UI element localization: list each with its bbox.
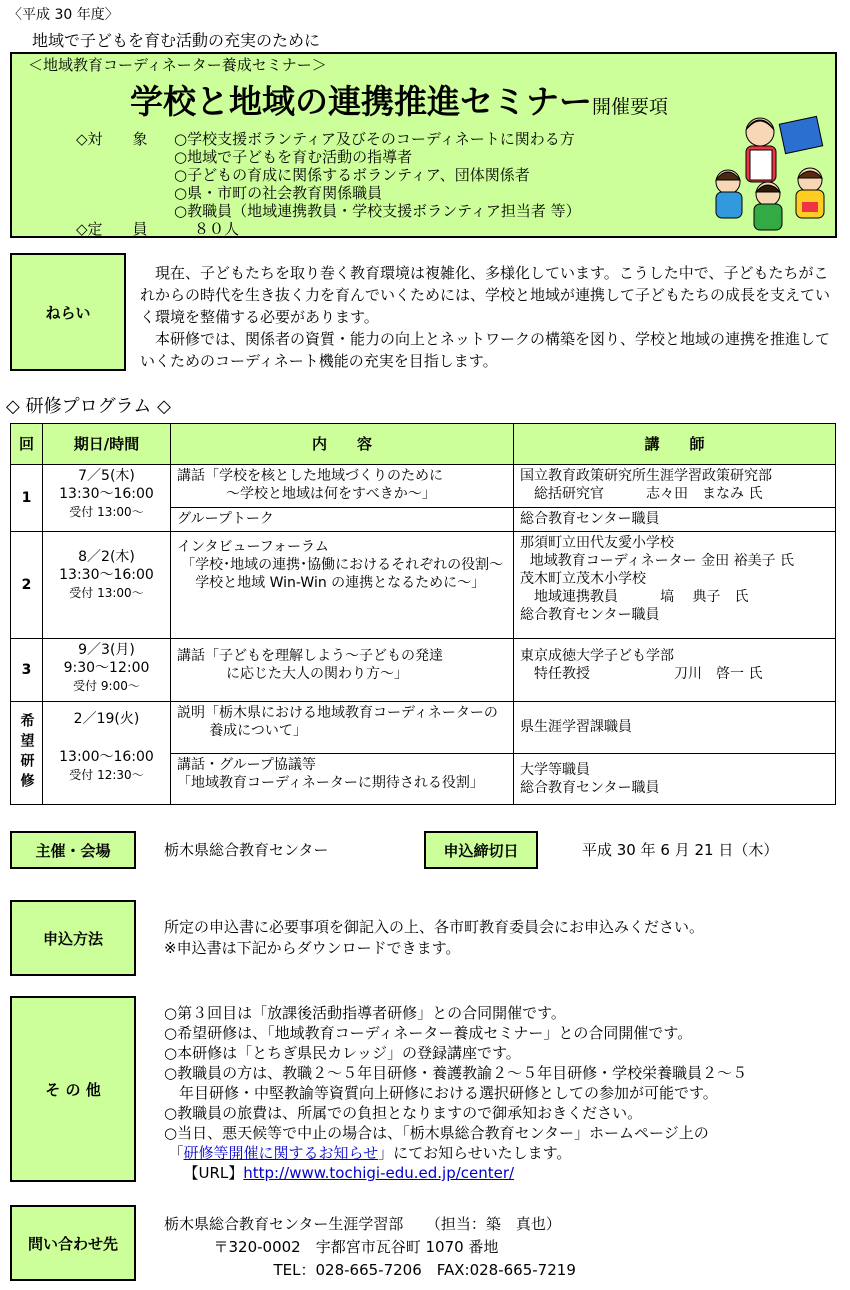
- aim-paragraph-1: 現在、子どもたちを取り巻く教育環境は複雑化、多様化しています。こうした中で、子どもたちがこれからの時代を生き抜く力を育んでいくためには、学校と地域が連携して子どもたちの成長を支えていく環境を整備する必要があります。: [140, 264, 831, 326]
- table-row: [11, 465, 836, 508]
- aim-label: ねらい: [10, 253, 126, 371]
- children-reading-illustration: [706, 110, 834, 236]
- instructor-line: 総合教育センター職員: [520, 607, 660, 623]
- content-line: 説明「栃木県における地域教育コーディネーターの養成について」: [177, 705, 498, 739]
- other-list: [164, 1003, 834, 1183]
- page-title: [130, 76, 668, 123]
- date-text: 9／3(月): [78, 642, 135, 658]
- instructor-cell: [514, 639, 836, 702]
- title-box: [10, 52, 837, 238]
- other-item: ○希望研修は、「地域教育コーディネーター養成セミナー」との合同開催です。: [164, 1024, 693, 1042]
- instructor-cell: [514, 465, 836, 508]
- session-no: 2: [11, 532, 43, 639]
- instructor-cell: 県生涯学習課職員: [514, 702, 836, 754]
- url-label: 【URL】: [183, 1164, 244, 1182]
- contact-label: 問い合わせ先: [10, 1205, 136, 1281]
- table-row: [11, 639, 836, 702]
- subtitle: 地域で子どもを育む活動の充実のために: [32, 31, 321, 50]
- session-no: 1: [11, 465, 43, 532]
- instructor-line: 総括研究官 志々田 まなみ 氏: [534, 486, 763, 502]
- other-item: ○教職員の方は、教職２～５年目研修・養護教諭２～５年目研修・学校栄養職員２～５: [164, 1064, 748, 1082]
- header-no: 回: [11, 424, 43, 465]
- content-cell: グループトーク: [171, 507, 514, 531]
- date-text: 7／5(木): [78, 468, 135, 484]
- session-no: 3: [11, 639, 43, 702]
- instructor-cell: [514, 532, 836, 639]
- content-line: インタビューフォーラム: [177, 539, 329, 555]
- program-table: [10, 423, 836, 805]
- instructor-line: 地域教育コーディネーター 金田 裕美子 氏: [529, 553, 795, 569]
- notice-line: [164, 1143, 834, 1163]
- time-text: 9:30～12:00: [63, 660, 150, 676]
- apply-line: ※申込書は下記からダウンロードできます。: [164, 939, 461, 957]
- header-instructor: 講 師: [514, 424, 836, 465]
- contact-address: 〒320-0002 宇都宮市瓦谷町 1070 番地: [213, 1238, 499, 1256]
- deadline-label: 申込締切日: [424, 831, 538, 869]
- instructor-cell: [514, 753, 836, 805]
- content-cell: [171, 465, 514, 508]
- content-line: 「地域教育コーディネーターに期待される役割」: [177, 774, 484, 791]
- aim-paragraph-2: 本研修では、関係者の資質・能力の向上とネットワークの構築を図り、学校と地域の連携を推進していくためのコーディネート機能の充実を目指します。: [140, 330, 831, 370]
- instructor-line: 大学等職員: [520, 761, 590, 778]
- content-line: に応じた大人の関わり方～」: [226, 666, 408, 682]
- content-cell: [171, 639, 514, 702]
- instructor-line: 東京成徳大学子ども学部: [520, 648, 674, 664]
- center-url-link[interactable]: http://www.tochigi-edu.ed.jp/center/: [243, 1164, 515, 1182]
- other-item: ○教職員の旅費は、所属での負担となりますので御承知おきください。: [164, 1104, 643, 1122]
- time-text: 13:30～16:00: [59, 486, 154, 502]
- target-list: [174, 130, 581, 220]
- other-item: 年目研修・中堅教諭等資質向上研修における選択研修としての参加が可能です。: [179, 1084, 718, 1102]
- notice-post: 」にてお知らせいたします。: [378, 1144, 572, 1162]
- target-item: ○子どもの育成に関係するボランティア、団体関係者: [174, 166, 530, 184]
- contact-line: 栃木県総合教育センター生涯学習部 （担当：築 真也）: [164, 1215, 561, 1233]
- table-row: [11, 532, 836, 639]
- date-text: 2／19(火): [73, 711, 140, 727]
- table-row: [11, 702, 836, 754]
- series-label: ＜地域教育コーディネーター養成セミナー＞: [28, 56, 327, 74]
- title-main: 学校と地域の連携推進セミナー: [130, 82, 592, 121]
- host-value: 栃木県総合教育センター: [164, 841, 329, 859]
- reception-text: 受付 13:00～: [69, 586, 144, 600]
- instructor-line: 総合教育センター職員: [520, 779, 660, 796]
- instructor-cell: 総合教育センター職員: [514, 507, 836, 531]
- time-text: 13:30～16:00: [59, 567, 154, 583]
- instructor-line: 特任教授 刀川 啓一 氏: [534, 666, 763, 682]
- notice-link[interactable]: 研修等開催に関するお知らせ: [183, 1144, 379, 1162]
- other-item: ○第３回目は「放課後活動指導者研修」との合同開催です。: [164, 1004, 566, 1022]
- instructor-line: 茂木町立茂木小学校: [520, 571, 646, 587]
- content-cell: [171, 532, 514, 639]
- date-text: 8／2(木): [78, 549, 135, 565]
- content-line: 講話「学校を核とした地域づくりのために: [177, 468, 443, 484]
- content-line: 講話「子どもを理解しよう～子どもの発達: [177, 648, 443, 664]
- notice-pre: 「: [168, 1144, 184, 1162]
- content-line: ～学校と地域は何をすべきか～」: [226, 486, 436, 502]
- contact-phone: TEL：028-665-7206 FAX:028-665-7219: [273, 1261, 576, 1279]
- capacity-label: ◇定 員: [76, 220, 148, 238]
- deadline-value: 平成 30 年 6 月 21 日（木）: [582, 841, 779, 859]
- target-item: ○県・市町の社会教育関係職員: [174, 184, 383, 202]
- header-date: 期日/時間: [43, 424, 171, 465]
- contact-info: [164, 1213, 576, 1282]
- content-line: 講話・グループ協議等: [177, 756, 316, 773]
- session-date: [43, 532, 171, 639]
- program-heading: ◇ 研修プログラム ◇: [6, 396, 171, 417]
- apply-text: [164, 917, 704, 959]
- other-item: ○当日、悪天候等で中止の場合は、「栃木県総合教育センター」ホームページ上の: [164, 1124, 709, 1142]
- session-date: [43, 639, 171, 702]
- other-item: ○本研修は「とちぎ県民カレッジ」の登録講座です。: [164, 1044, 521, 1062]
- apply-label: 申込方法: [10, 900, 136, 976]
- capacity-value: ８０人: [194, 220, 240, 238]
- other-label: そ の 他: [10, 996, 136, 1182]
- reception-text: 受付 9:00～: [73, 679, 140, 693]
- header-content: 内 容: [171, 424, 514, 465]
- year-label: 〈平成 30 年度〉: [8, 7, 119, 23]
- target-item: ○学校支援ボランティア及びそのコーディネートに関わる方: [174, 130, 575, 148]
- instructor-line: 地域連携教員 塙 典子 氏: [534, 589, 749, 605]
- target-label: ◇対 象: [76, 130, 148, 148]
- session-date: [43, 465, 171, 532]
- instructor-line: 那須町立田代友愛小学校: [520, 535, 674, 551]
- reception-text: 受付 12:30～: [69, 768, 144, 782]
- reception-text: 受付 13:00～: [69, 505, 144, 519]
- content-cell: [171, 702, 514, 754]
- time-text: 13:00～16:00: [59, 749, 154, 765]
- apply-line: 所定の申込書に必要事項を御記入の上、各市町教育委員会にお申込みください。: [164, 918, 705, 936]
- url-line: [164, 1163, 834, 1183]
- target-item: ○地域で子どもを育む活動の指導者: [174, 148, 413, 166]
- instructor-line: 国立教育政策研究所生涯学習政策研究部: [520, 468, 772, 484]
- session-no: 希望研修: [11, 702, 43, 805]
- content-line: 「学校･地域の連携･協働におけるそれぞれの役割～学校と地域 Win-Win の連携となるために～」: [181, 557, 504, 591]
- title-suffix: 開催要項: [592, 96, 669, 118]
- table-header-row: [11, 424, 836, 465]
- session-date: [43, 702, 171, 805]
- content-cell: [171, 753, 514, 805]
- host-label: 主催・会場: [10, 831, 136, 869]
- target-item: ○教職員（地域連携教員・学校支援ボランティア担当者 等）: [174, 202, 581, 220]
